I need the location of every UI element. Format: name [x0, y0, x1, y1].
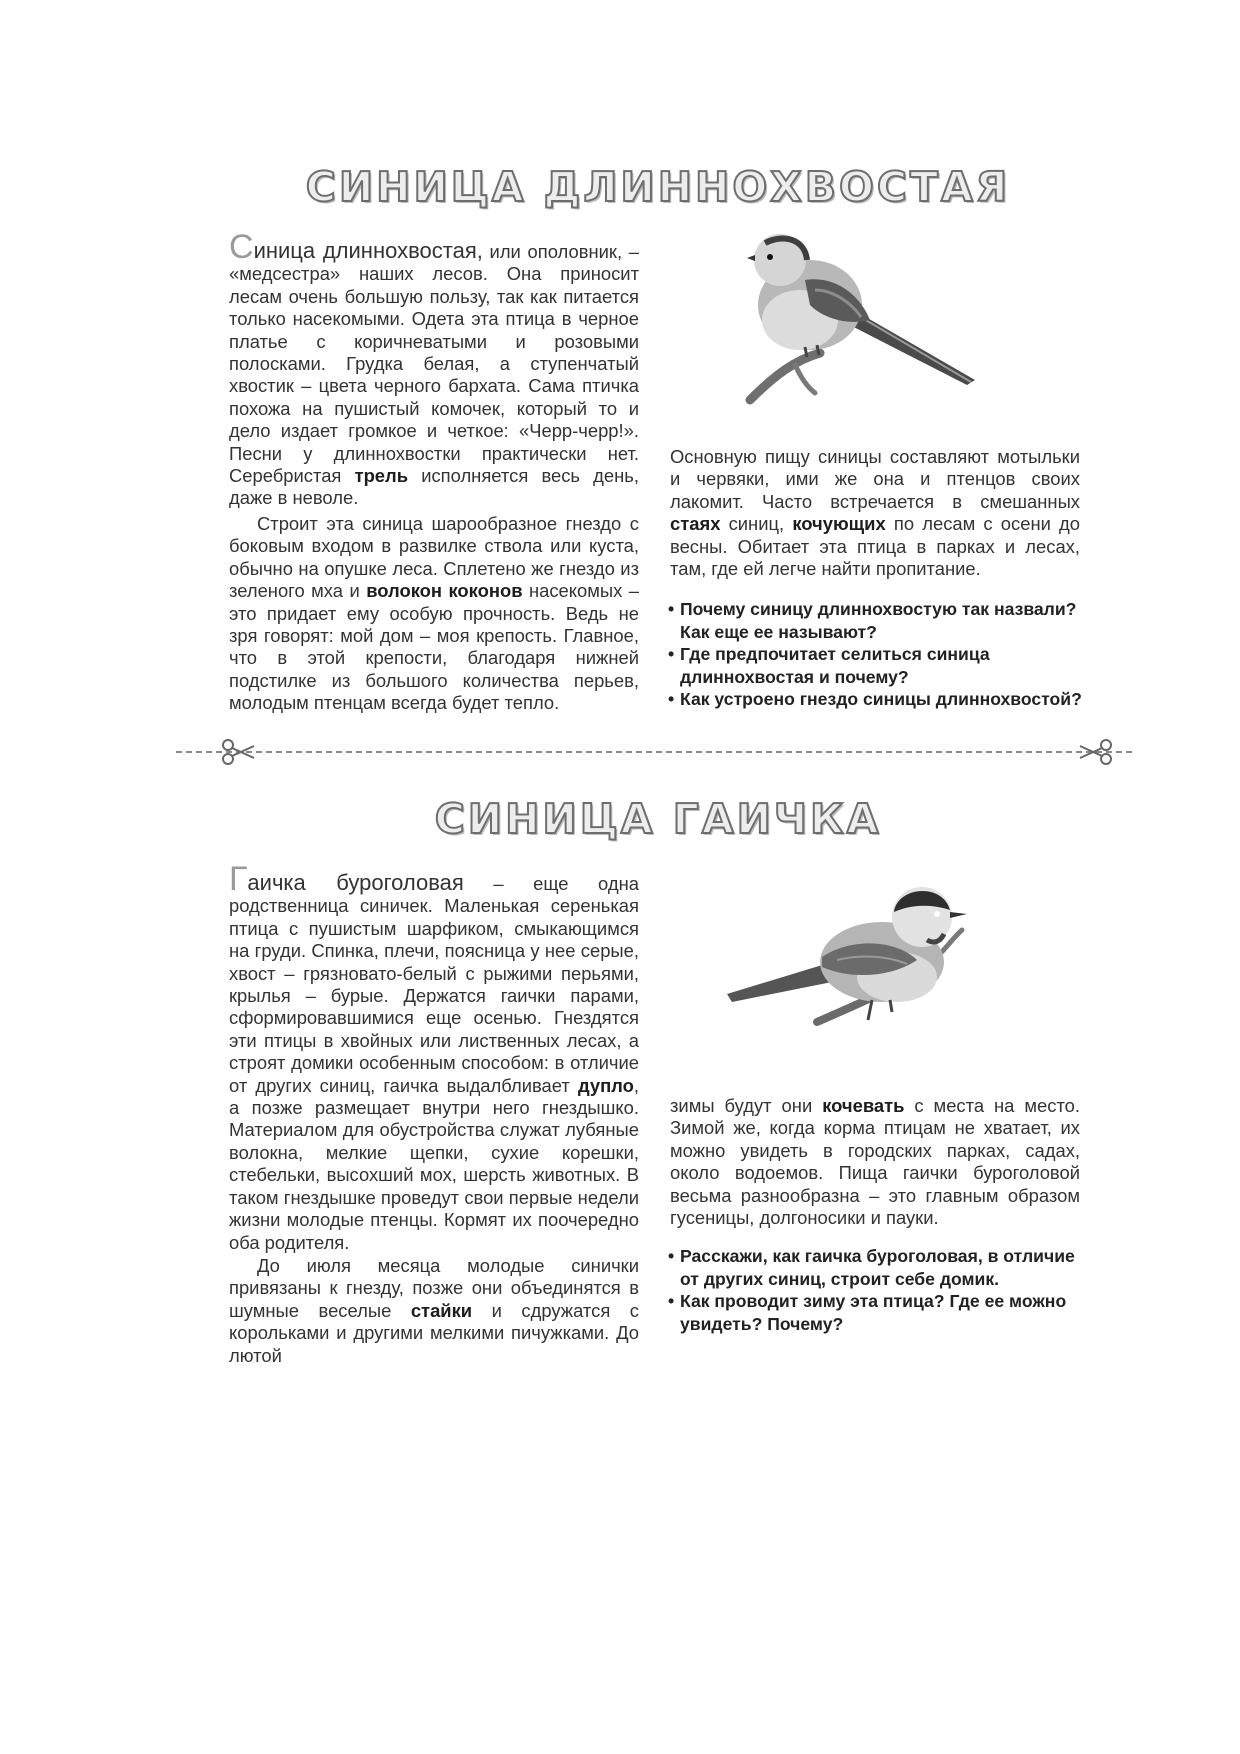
question-item: • Почему синицу длиннохвостую так назвали? Как еще ее называют?: [668, 598, 1088, 643]
section1-nest-paragraph: Строит эта синица шарообразное гнездо с боковым входом в развилке ствола или куста, обычно на опушке леса. Сплетено же гнездо из зеленого мха и волокон коконов насекомых – это придает ему особую прочность. Ведь не зря говорят: мой дом – моя крепость. Главное, что в этой крепости, благодаря нижней подстилке из большого количества перьев, молодым птенцам всегда будет тепло.: [229, 513, 639, 714]
section1-questions: [668, 598, 1088, 711]
section1-term-roaming: кочующих: [792, 513, 886, 535]
section1-term-trel: трель: [354, 465, 409, 487]
section1-term-cocoons: волокон коконов: [366, 580, 523, 602]
section2-lead: аичка буроголовая: [247, 870, 464, 895]
section2-term-hollow: дупло: [577, 1074, 634, 1096]
section2-flocks-paragraph: До июля месяца молодые синички привязаны к гнезду, позже они объединятся в шумные веселые стайки и сдружатся с корольками и другими мелкими пичужками. До лютой: [229, 1255, 639, 1366]
scissors-icon: [1078, 738, 1112, 766]
question-item: • Как устроено гнездо синицы длиннохвостой?: [668, 688, 1088, 711]
section2-intro-paragraph: Гаичка буроголовая – еще одна родственница синичек. Маленькая серенькая птица с пушистым шарфиком, смыкающимся на груди. Спинка, плечи, поясница у нее серые, хвост – грязновато-белый с рыжими перьями, крылья – бурые. Держатся гаички парами, сформировавшимися еще осенью. Гнездятся эти птицы в хвойных или лиственных лесах, а строят домики особенным способом: в отличие от других синиц, гаичка выдалбливает дупло, а позже размещает внутри него гнездышко. Материалом для обустройства служат лубяные волокна, мелкие щепки, сухие корешки, стебельки, высохший мох, шерсть животных. В таком гнездышке проведут свои первые недели жизни молодые птенцы. Кормят их поочередно оба родителя.: [229, 860, 639, 1253]
section1-intro-paragraph: Синица длиннохвостая, или ополовник, – «медсестра» наших лесов. Она приносит лесам очень большую пользу, так как питается только насекомыми. Одета эта птица в черное платье с коричневатыми и розовыми полосками. Грудка белая, а ступенчатый хвостик – цвета черного бархата. Сама птичка похожа на пушистый комочек, который то и дело издает громкое и четкое: «Черр-черр!». Песни у длиннохвостки практически нет. Серебристая трель исполняется весь день, даже в неволе.: [229, 228, 639, 509]
section1-term-flocks: стаях: [670, 513, 721, 535]
scissors-icon: [222, 738, 256, 766]
section2-term-roam: кочевать: [822, 1095, 905, 1116]
cut-line: [176, 751, 1132, 757]
section2-title: СИНИЦА ГАИЧКА: [434, 795, 882, 843]
section1-lead: иница длиннохвостая,: [253, 238, 483, 263]
question-item: • Расскажи, как гаичка буроголовая, в отличие от других синиц, строит себе домик.: [668, 1245, 1088, 1290]
section1-food-paragraph: Основную пищу синицы составляют мотыльки и червяки, ими же она и птенцов своих лакомит. Часто встречается в смешанных стаях синиц, кочующих по лесам с осени до весны. Обитает эта птица в парках и лесах, там, где ей легче найти пропитание.: [670, 446, 1081, 580]
section2-dropcap: Г: [229, 860, 248, 898]
question-item: • Как проводит зиму эта птица? Где ее можно увидеть? Почему?: [668, 1290, 1088, 1335]
question-item: • Где предпочитает селиться синица длиннохвостая и почему?: [668, 643, 1088, 688]
section2-winter-paragraph: зимы будут они кочевать с места на место. Зимой же, когда корма птицам не хватает, их можно увидеть в городских парках, садах, около водоемов. Пища гаички буроголовой весьма разнообразна – это главным образом гусеницы, долгоносики и пауки.: [670, 1095, 1080, 1229]
willow-tit-drawing: [722, 862, 992, 1052]
section1-dropcap: С: [229, 228, 254, 266]
long-tailed-tit-drawing: [735, 225, 985, 425]
section2-term-flocks: стайки: [410, 1299, 473, 1321]
section1-title: СИНИЦА ДЛИННОХВОСТАЯ: [305, 163, 1011, 211]
section2-questions: [668, 1245, 1088, 1335]
